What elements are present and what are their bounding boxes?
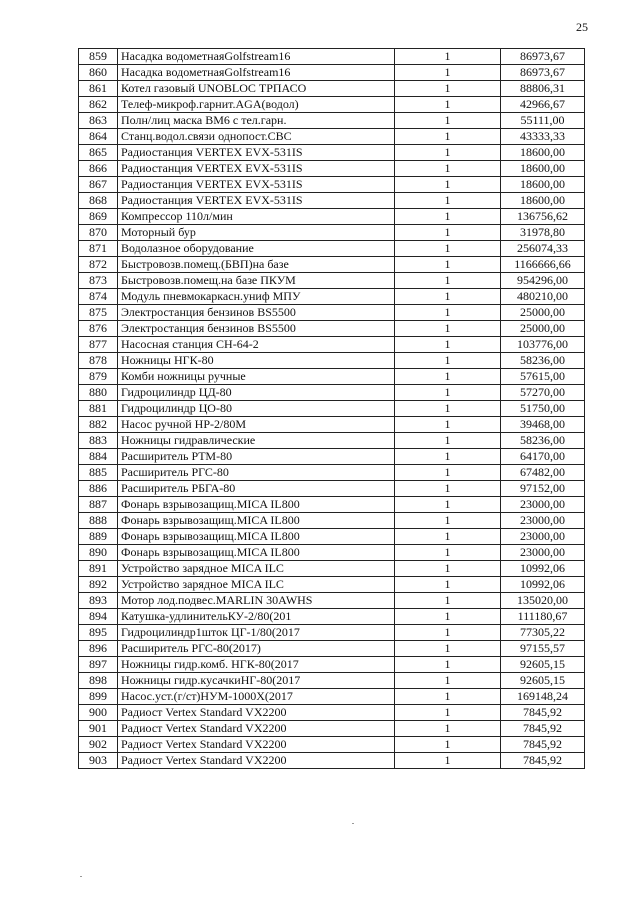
row-number: 900 xyxy=(79,705,118,721)
item-quantity: 1 xyxy=(395,241,501,257)
item-quantity: 1 xyxy=(395,273,501,289)
table-row xyxy=(79,65,585,81)
item-amount: 25000,00 xyxy=(501,321,585,337)
item-quantity: 1 xyxy=(395,209,501,225)
row-number: 891 xyxy=(79,561,118,577)
table-row xyxy=(79,81,585,97)
item-name: Комби ножницы ручные xyxy=(118,369,395,385)
item-quantity: 1 xyxy=(395,497,501,513)
item-quantity: 1 xyxy=(395,113,501,129)
inventory-table xyxy=(78,48,585,769)
item-amount: 136756,62 xyxy=(501,209,585,225)
item-amount: 23000,00 xyxy=(501,529,585,545)
item-amount: 58236,00 xyxy=(501,433,585,449)
item-name: Радиостанция VERTEX EVX-531IS xyxy=(118,145,395,161)
item-quantity: 1 xyxy=(395,545,501,561)
item-name: Расширитель РБГА-80 xyxy=(118,481,395,497)
row-number: 870 xyxy=(79,225,118,241)
table-row xyxy=(79,305,585,321)
row-number: 893 xyxy=(79,593,118,609)
row-number: 859 xyxy=(79,49,118,65)
item-name: Полн/лиц маска ВМ6 с тел.гарн. xyxy=(118,113,395,129)
item-quantity: 1 xyxy=(395,177,501,193)
table-row xyxy=(79,753,585,769)
item-quantity: 1 xyxy=(395,449,501,465)
row-number: 871 xyxy=(79,241,118,257)
item-quantity: 1 xyxy=(395,369,501,385)
row-number: 860 xyxy=(79,65,118,81)
item-quantity: 1 xyxy=(395,49,501,65)
item-quantity: 1 xyxy=(395,593,501,609)
item-amount: 7845,92 xyxy=(501,705,585,721)
item-name: Станц.водол.связи однопост.СВС xyxy=(118,129,395,145)
row-number: 865 xyxy=(79,145,118,161)
table-row xyxy=(79,609,585,625)
item-amount: 18600,00 xyxy=(501,177,585,193)
table-row xyxy=(79,721,585,737)
row-number: 890 xyxy=(79,545,118,561)
item-amount: 10992,06 xyxy=(501,577,585,593)
item-quantity: 1 xyxy=(395,145,501,161)
item-name: Ножницы НГК-80 xyxy=(118,353,395,369)
row-number: 881 xyxy=(79,401,118,417)
item-quantity: 1 xyxy=(395,97,501,113)
item-quantity: 1 xyxy=(395,641,501,657)
scan-speck xyxy=(352,823,354,824)
row-number: 888 xyxy=(79,513,118,529)
row-number: 889 xyxy=(79,529,118,545)
item-quantity: 1 xyxy=(395,289,501,305)
item-amount: 135020,00 xyxy=(501,593,585,609)
table-row xyxy=(79,145,585,161)
scan-speck xyxy=(80,876,82,877)
item-amount: 23000,00 xyxy=(501,497,585,513)
item-amount: 97155,57 xyxy=(501,641,585,657)
table-row xyxy=(79,545,585,561)
item-name: Быстровозв.помещ.(БВП)на базе xyxy=(118,257,395,273)
row-number: 878 xyxy=(79,353,118,369)
row-number: 876 xyxy=(79,321,118,337)
row-number: 899 xyxy=(79,689,118,705)
item-quantity: 1 xyxy=(395,353,501,369)
table-row xyxy=(79,273,585,289)
table-row xyxy=(79,225,585,241)
table-row xyxy=(79,385,585,401)
item-quantity: 1 xyxy=(395,753,501,769)
item-name: Устройство зарядное MICA ILC xyxy=(118,577,395,593)
row-number: 869 xyxy=(79,209,118,225)
table-row xyxy=(79,449,585,465)
row-number: 867 xyxy=(79,177,118,193)
item-quantity: 1 xyxy=(395,513,501,529)
item-name: Фонарь взрывозащищ.MICA IL800 xyxy=(118,513,395,529)
item-name: Радиостанция VERTEX EVX-531IS xyxy=(118,193,395,209)
item-name: Радиост Vertex Standard VX2200 xyxy=(118,721,395,737)
item-quantity: 1 xyxy=(395,433,501,449)
item-name: Гидроцилиндр ЦО-80 xyxy=(118,401,395,417)
item-quantity: 1 xyxy=(395,561,501,577)
item-amount: 57270,00 xyxy=(501,385,585,401)
item-name: Электростанция бензинов BS5500 xyxy=(118,305,395,321)
row-number: 880 xyxy=(79,385,118,401)
row-number: 901 xyxy=(79,721,118,737)
table-row xyxy=(79,497,585,513)
item-name: Ножницы гидравлические xyxy=(118,433,395,449)
item-quantity: 1 xyxy=(395,577,501,593)
item-amount: 43333,33 xyxy=(501,129,585,145)
row-number: 872 xyxy=(79,257,118,273)
row-number: 882 xyxy=(79,417,118,433)
table-row xyxy=(79,529,585,545)
item-quantity: 1 xyxy=(395,401,501,417)
item-amount: 92605,15 xyxy=(501,673,585,689)
row-number: 884 xyxy=(79,449,118,465)
item-amount: 58236,00 xyxy=(501,353,585,369)
table-row xyxy=(79,129,585,145)
item-name: Радиост Vertex Standard VX2200 xyxy=(118,753,395,769)
item-amount: 64170,00 xyxy=(501,449,585,465)
item-amount: 39468,00 xyxy=(501,417,585,433)
item-quantity: 1 xyxy=(395,65,501,81)
item-amount: 954296,00 xyxy=(501,273,585,289)
item-amount: 51750,00 xyxy=(501,401,585,417)
row-number: 887 xyxy=(79,497,118,513)
item-name: Гидроцилиндр ЦД-80 xyxy=(118,385,395,401)
table-row xyxy=(79,417,585,433)
item-quantity: 1 xyxy=(395,385,501,401)
row-number: 897 xyxy=(79,657,118,673)
row-number: 861 xyxy=(79,81,118,97)
row-number: 886 xyxy=(79,481,118,497)
item-name: Фонарь взрывозащищ.MICA IL800 xyxy=(118,545,395,561)
item-name: Радиостанция VERTEX EVX-531IS xyxy=(118,177,395,193)
item-name: Устройство зарядное MICA ILC xyxy=(118,561,395,577)
item-quantity: 1 xyxy=(395,625,501,641)
item-amount: 77305,22 xyxy=(501,625,585,641)
item-name: Радиост Vertex Standard VX2200 xyxy=(118,705,395,721)
item-quantity: 1 xyxy=(395,657,501,673)
item-quantity: 1 xyxy=(395,305,501,321)
item-amount: 23000,00 xyxy=(501,513,585,529)
item-name: Насадка водометнаяGolfstream16 xyxy=(118,49,395,65)
table-row xyxy=(79,433,585,449)
item-quantity: 1 xyxy=(395,81,501,97)
item-amount: 42966,67 xyxy=(501,97,585,113)
row-number: 894 xyxy=(79,609,118,625)
row-number: 879 xyxy=(79,369,118,385)
item-quantity: 1 xyxy=(395,257,501,273)
item-name: Электростанция бензинов BS5500 xyxy=(118,321,395,337)
table-row xyxy=(79,577,585,593)
row-number: 874 xyxy=(79,289,118,305)
table-row xyxy=(79,641,585,657)
item-name: Расширитель РГС-80(2017) xyxy=(118,641,395,657)
item-amount: 55111,00 xyxy=(501,113,585,129)
item-name: Фонарь взрывозащищ.MICA IL800 xyxy=(118,529,395,545)
item-amount: 97152,00 xyxy=(501,481,585,497)
row-number: 883 xyxy=(79,433,118,449)
item-amount: 18600,00 xyxy=(501,161,585,177)
item-quantity: 1 xyxy=(395,321,501,337)
item-amount: 103776,00 xyxy=(501,337,585,353)
item-amount: 18600,00 xyxy=(501,145,585,161)
item-quantity: 1 xyxy=(395,673,501,689)
item-amount: 7845,92 xyxy=(501,753,585,769)
table-row xyxy=(79,369,585,385)
item-name: Телеф-микроф.гарнит.AGA(водол) xyxy=(118,97,395,113)
item-amount: 256074,33 xyxy=(501,241,585,257)
table-row xyxy=(79,465,585,481)
item-amount: 111180,67 xyxy=(501,609,585,625)
item-name: Ножницы гидр.комб. НГК-80(2017 xyxy=(118,657,395,673)
item-name: Фонарь взрывозащищ.MICA IL800 xyxy=(118,497,395,513)
item-name: Гидроцилиндр1шток ЦГ-1/80(2017 xyxy=(118,625,395,641)
item-amount: 7845,92 xyxy=(501,737,585,753)
item-name: Водолазное оборудование xyxy=(118,241,395,257)
table-row xyxy=(79,705,585,721)
item-quantity: 1 xyxy=(395,337,501,353)
item-amount: 169148,24 xyxy=(501,689,585,705)
item-name: Компрессор 110л/мин xyxy=(118,209,395,225)
table-row xyxy=(79,97,585,113)
table-row xyxy=(79,673,585,689)
item-name: Насос ручной НР-2/80М xyxy=(118,417,395,433)
table-row xyxy=(79,241,585,257)
item-amount: 57615,00 xyxy=(501,369,585,385)
row-number: 903 xyxy=(79,753,118,769)
table-row xyxy=(79,257,585,273)
item-name: Котел газовый UNOBLOC ТРПАСО xyxy=(118,81,395,97)
table-row xyxy=(79,401,585,417)
row-number: 877 xyxy=(79,337,118,353)
item-quantity: 1 xyxy=(395,129,501,145)
row-number: 868 xyxy=(79,193,118,209)
row-number: 885 xyxy=(79,465,118,481)
item-amount: 67482,00 xyxy=(501,465,585,481)
item-name: Расширитель РТМ-80 xyxy=(118,449,395,465)
row-number: 892 xyxy=(79,577,118,593)
item-quantity: 1 xyxy=(395,529,501,545)
table-row xyxy=(79,321,585,337)
table-row xyxy=(79,737,585,753)
item-name: Катушка-удлинительКУ-2/80(201 xyxy=(118,609,395,625)
item-amount: 88806,31 xyxy=(501,81,585,97)
table-row xyxy=(79,513,585,529)
item-amount: 31978,80 xyxy=(501,225,585,241)
item-amount: 18600,00 xyxy=(501,193,585,209)
table-row xyxy=(79,689,585,705)
item-quantity: 1 xyxy=(395,609,501,625)
item-quantity: 1 xyxy=(395,193,501,209)
table-row xyxy=(79,561,585,577)
item-name: Насос.уст.(г/ст)НУМ-1000Х(2017 xyxy=(118,689,395,705)
item-quantity: 1 xyxy=(395,225,501,241)
table-row xyxy=(79,593,585,609)
item-name: Радиостанция VERTEX EVX-531IS xyxy=(118,161,395,177)
item-name: Модуль пневмокаркасн.униф МПУ xyxy=(118,289,395,305)
row-number: 875 xyxy=(79,305,118,321)
item-amount: 7845,92 xyxy=(501,721,585,737)
table-row xyxy=(79,113,585,129)
row-number: 864 xyxy=(79,129,118,145)
table-row xyxy=(79,177,585,193)
item-quantity: 1 xyxy=(395,417,501,433)
row-number: 873 xyxy=(79,273,118,289)
row-number: 898 xyxy=(79,673,118,689)
item-amount: 10992,06 xyxy=(501,561,585,577)
item-name: Моторный бур xyxy=(118,225,395,241)
table-row xyxy=(79,481,585,497)
row-number: 896 xyxy=(79,641,118,657)
item-name: Ножницы гидр.кусачкиНГ-80(2017 xyxy=(118,673,395,689)
item-quantity: 1 xyxy=(395,689,501,705)
table-row xyxy=(79,337,585,353)
item-quantity: 1 xyxy=(395,721,501,737)
table-row xyxy=(79,289,585,305)
item-quantity: 1 xyxy=(395,481,501,497)
item-quantity: 1 xyxy=(395,465,501,481)
table-row xyxy=(79,625,585,641)
inventory-table-body xyxy=(79,49,585,769)
item-quantity: 1 xyxy=(395,161,501,177)
row-number: 895 xyxy=(79,625,118,641)
page-number: 25 xyxy=(576,20,588,34)
table-row xyxy=(79,161,585,177)
item-name: Быстровозв.помещ.на базе ПКУМ xyxy=(118,273,395,289)
item-amount: 25000,00 xyxy=(501,305,585,321)
row-number: 866 xyxy=(79,161,118,177)
table-row xyxy=(79,49,585,65)
item-name: Радиост Vertex Standard VX2200 xyxy=(118,737,395,753)
row-number: 863 xyxy=(79,113,118,129)
row-number: 862 xyxy=(79,97,118,113)
item-amount: 92605,15 xyxy=(501,657,585,673)
item-name: Насосная станция СН-64-2 xyxy=(118,337,395,353)
item-amount: 480210,00 xyxy=(501,289,585,305)
item-amount: 86973,67 xyxy=(501,49,585,65)
table-row xyxy=(79,353,585,369)
row-number: 902 xyxy=(79,737,118,753)
item-name: Мотор лод.подвес.MARLIN 30AWHS xyxy=(118,593,395,609)
item-quantity: 1 xyxy=(395,705,501,721)
item-quantity: 1 xyxy=(395,737,501,753)
table-row xyxy=(79,657,585,673)
table-row xyxy=(79,209,585,225)
item-name: Расширитель РГС-80 xyxy=(118,465,395,481)
item-amount: 23000,00 xyxy=(501,545,585,561)
item-amount: 1166666,66 xyxy=(501,257,585,273)
item-name: Насадка водометнаяGolfstream16 xyxy=(118,65,395,81)
table-row xyxy=(79,193,585,209)
item-amount: 86973,67 xyxy=(501,65,585,81)
